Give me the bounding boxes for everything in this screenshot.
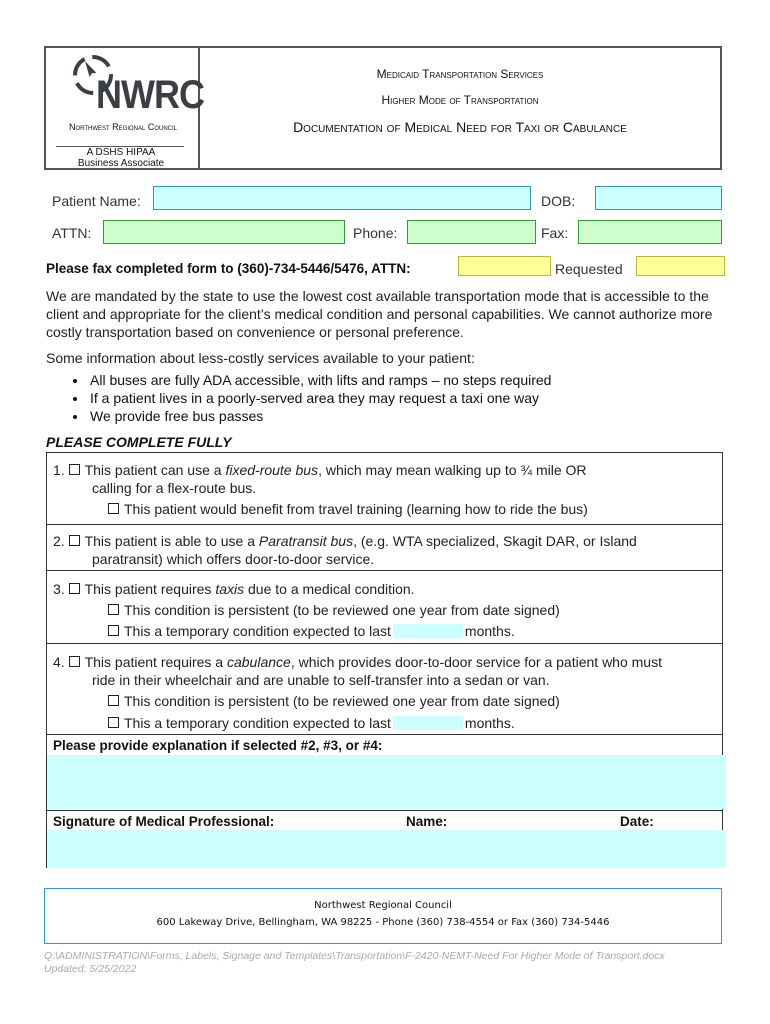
org-sub: A DSHS HIPAA Business Associate	[77, 147, 165, 169]
fax-label: Fax:	[541, 225, 569, 241]
option-1-checkbox[interactable]	[69, 464, 80, 475]
option-3-persistent: This condition is persistent (to be reviewed one year from date signed)	[108, 601, 560, 619]
org-name: Northwest Regional Council	[68, 122, 178, 132]
option-2-line2: paratransit) which offers door-to-door service.	[92, 551, 375, 567]
option-4-temporary: This a temporary condition expected to last months.	[108, 714, 515, 732]
cabulance-persistent-checkbox[interactable]	[108, 695, 119, 706]
explanation-label: Please provide explanation if selected #2, #3, or #4:	[53, 738, 383, 753]
cabulance-temporary-checkbox[interactable]	[108, 717, 119, 728]
taxi-temporary-checkbox[interactable]	[108, 625, 119, 636]
explanation-input[interactable]	[47, 755, 726, 809]
signature-label: Signature of Medical Professional:	[53, 814, 275, 829]
footer-box	[44, 888, 722, 944]
requested-input[interactable]	[636, 256, 725, 276]
option-1-line2: calling for a flex-route bus.	[92, 480, 257, 496]
option-4-line2: ride in their wheelchair and are unable to self-transfer into a sedan or van.	[92, 672, 550, 688]
dob-input[interactable]	[595, 186, 722, 210]
list-item: • All buses are fully ADA accessible, with lifts and ramps – no steps required	[88, 371, 768, 389]
option-2-checkbox[interactable]	[69, 535, 80, 546]
footer-org: Northwest Regional Council	[314, 900, 452, 911]
logo-wordmark: NWRC	[96, 71, 204, 117]
title-line-2: Higher Mode of Transportation	[381, 93, 539, 107]
attn-label: ATTN:	[52, 225, 92, 241]
taxi-months-input[interactable]	[393, 624, 463, 638]
attn-fax-input[interactable]	[458, 256, 551, 276]
list-item: • We provide free bus passes	[88, 407, 768, 425]
signature-divider	[46, 810, 723, 811]
fax-instruction: Please fax completed form to (360)-734-5446/5476, ATTN:	[46, 261, 411, 276]
services-intro: Some information about less-costly services available to your patient:	[46, 350, 475, 366]
phone-input[interactable]	[407, 220, 536, 244]
option-4-text: 4. This patient requires a cabulance, which provides door-to-door service for a patient who must	[53, 654, 662, 670]
option-4-checkbox[interactable]	[69, 656, 80, 667]
taxi-persistent-checkbox[interactable]	[108, 604, 119, 615]
option-3-checkbox[interactable]	[69, 583, 80, 594]
list-item: • If a patient lives in a poorly-served area they may request a taxi one way	[88, 389, 768, 407]
patient-name-label: Patient Name:	[52, 193, 141, 209]
services-list	[46, 371, 768, 425]
patient-name-input[interactable]	[153, 186, 531, 210]
option-3-temporary: This a temporary condition expected to last months.	[108, 622, 515, 640]
dob-label: DOB:	[541, 193, 576, 209]
phone-label: Phone:	[353, 225, 398, 241]
date-label: Date:	[620, 814, 654, 829]
option-1-sub: This patient would benefit from travel training (learning how to ride the bus)	[108, 500, 588, 518]
option-4-persistent: This condition is persistent (to be reviewed one year from date signed)	[108, 692, 560, 710]
attn-input[interactable]	[103, 220, 345, 244]
option-3-text: 3. This patient requires taxis due to a medical condition.	[53, 581, 415, 597]
mandate-paragraph: We are mandated by the state to use the lowest cost available transportation mode that is accessible to the client and appropriate for the client’s medical condition and personal capabilities. We cannot authorize more costly transportation based on convenience or personal preference.	[46, 288, 713, 340]
title-line-3: Documentation of Medical Need for Taxi or Cabulance	[293, 119, 627, 135]
document-path: Q:\ADMINISTRATION\Forms, Labels, Signage and Templates\Transportation\F-2420-NEMT-Need For Higher Mode of Transport.docx Updated: 5/25/2022	[44, 950, 665, 975]
travel-training-checkbox[interactable]	[108, 503, 119, 514]
cabulance-months-input[interactable]	[393, 716, 463, 730]
signature-input[interactable]	[47, 830, 726, 868]
option-1-text: 1. This patient can use a fixed-route bus, which may mean walking up to ¾ mile OR	[53, 462, 587, 478]
requested-label: Requested	[555, 261, 623, 277]
option-2-text: 2. This patient is able to use a Paratransit bus, (e.g. WTA specialized, Skagit DAR, or Island	[53, 533, 637, 549]
fax-input[interactable]	[578, 220, 722, 244]
footer-address: 600 Lakeway Drive, Bellingham, WA 98225 - Phone (360) 738-4554 or Fax (360) 734-5446	[156, 917, 610, 928]
name-label: Name:	[406, 814, 448, 829]
complete-fully-heading: PLEASE COMPLETE FULLY	[46, 434, 232, 450]
title-line-1: Medicaid Transportation Services	[376, 67, 544, 81]
